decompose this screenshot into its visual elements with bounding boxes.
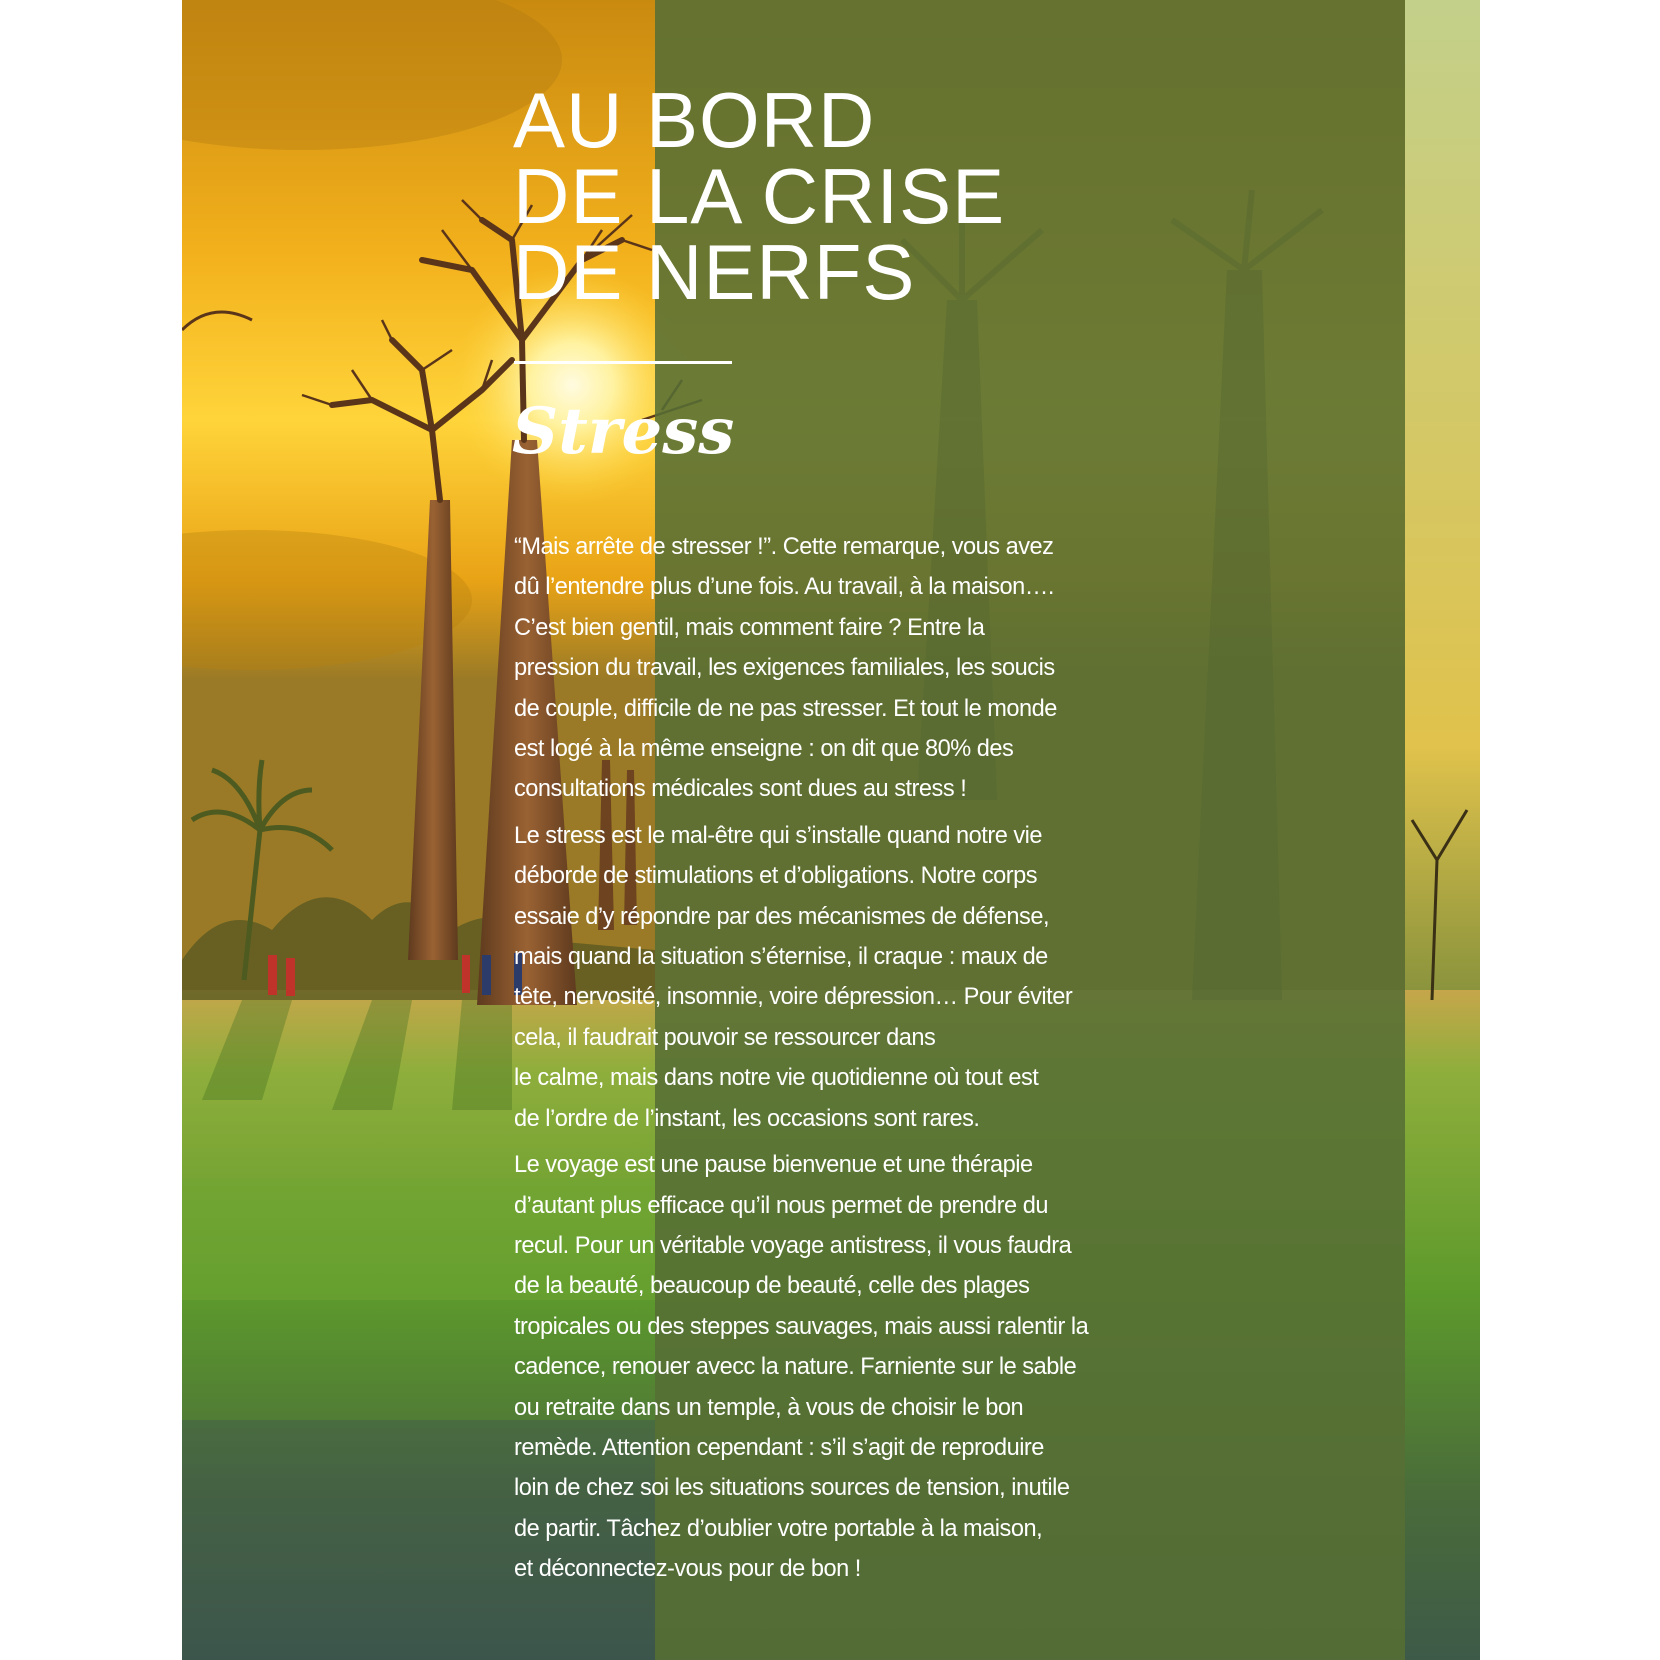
text-line: ou retraite dans un temple, à vous de choisir le bon <box>514 1394 1024 1421</box>
text-line: d’autant plus efficace qu’il nous permet de prendre du <box>514 1192 1048 1219</box>
article-title <box>513 76 1006 316</box>
text-line: de partir. Tâchez d’oublier votre portable à la maison, <box>514 1515 1043 1542</box>
text-line: tête, nervosité, insomnie, voire dépression… Pour éviter <box>514 984 1073 1011</box>
text-line: de l’ordre de l’instant, les occasions sont rares. <box>514 1105 980 1132</box>
text-line: et déconnectez-vous pour de bon ! <box>514 1556 861 1583</box>
text-line: est logé à la même enseigne : on dit que 80% des <box>514 736 1014 763</box>
text-line: mais quand la situation s’éternise, il craque : maux de <box>514 944 1048 971</box>
title-line: AU BORD <box>513 76 876 164</box>
text-line: de la beauté, beaucoup de beauté, celle des plages <box>514 1273 1030 1300</box>
article-body <box>514 527 1194 1596</box>
text-line: remède. Attention cependant : s’il s’agit de reproduire <box>514 1434 1044 1461</box>
article-subtitle: Stress <box>512 394 735 469</box>
text-line: tropicales ou des steppes sauvages, mais aussi ralentir la <box>514 1313 1089 1340</box>
text-line: Le stress est le mal-être qui s’installe quand notre vie <box>514 822 1043 849</box>
text-line: Le voyage est une pause bienvenue et une thérapie <box>514 1152 1033 1179</box>
text-line: recul. Pour un véritable voyage antistress, il vous faudra <box>514 1232 1072 1259</box>
paragraph <box>514 1145 1194 1589</box>
text-line: cadence, renouer avecc la nature. Farniente sur le sable <box>514 1354 1077 1381</box>
title-line: DE LA CRISE <box>513 152 1006 240</box>
paragraph <box>514 527 1194 810</box>
text-line: de couple, difficile de ne pas stresser. Et tout le monde <box>514 695 1057 722</box>
text-line: le calme, mais dans notre vie quotidienne où tout est <box>514 1065 1039 1092</box>
text-line: dû l’entendre plus d’une fois. Au travail, à la maison…. <box>514 574 1054 601</box>
title-divider <box>514 361 732 364</box>
text-line: déborde de stimulations et d’obligations. Notre corps <box>514 863 1038 890</box>
text-line: “Mais arrête de stresser !”. Cette remarque, vous avez <box>514 534 1054 560</box>
text-line: pression du travail, les exigences familiales, les soucis <box>514 655 1055 682</box>
text-line: consultations médicales sont dues au stress ! <box>514 776 967 803</box>
text-line: cela, il faudrait pouvoir se ressourcer dans <box>514 1024 936 1051</box>
text-line: C’est bien gentil, mais comment faire ? Entre la <box>514 614 985 641</box>
paragraph <box>514 816 1194 1139</box>
title-line: DE NERFS <box>513 228 916 316</box>
text-line: essaie d’y répondre par des mécanismes de défense, <box>514 903 1050 930</box>
text-line: loin de chez soi les situations sources de tension, inutile <box>514 1475 1070 1502</box>
